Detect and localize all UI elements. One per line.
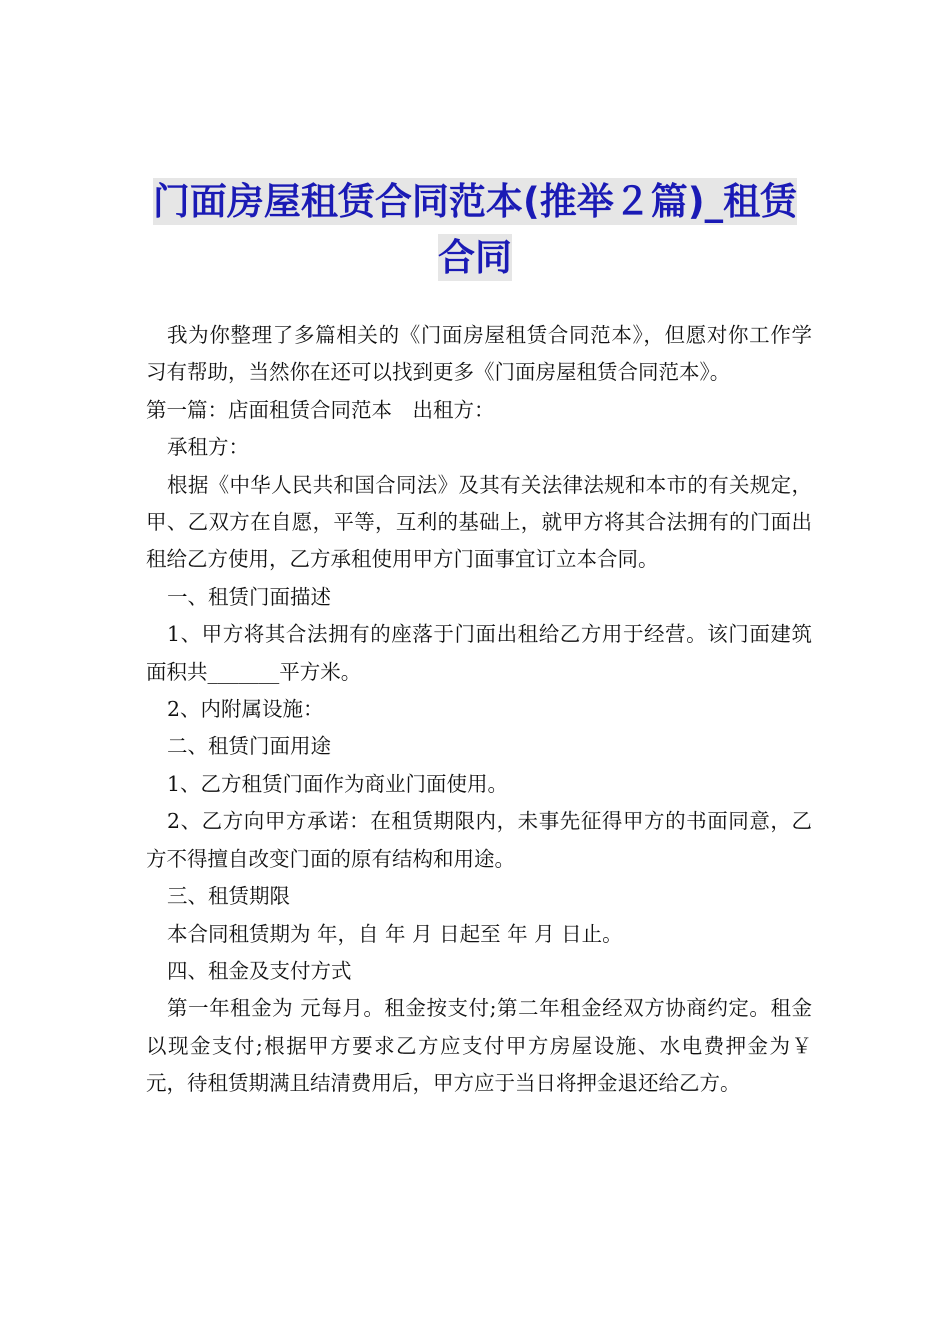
lessee-line: 承租方： <box>167 435 249 460</box>
clause-2-2: 2、乙方向甲方承诺：在租赁期限内，未事先征得甲方的书面同意，乙方不得擅自改变门面的原有结构和用途。 <box>146 809 812 871</box>
clause-3-1: 本合同租赁期为 年，自 年 月 日起至 年 月 日止。 <box>167 921 623 946</box>
clause-2-1: 1、乙方租赁门面作为商业门面使用。 <box>167 771 509 796</box>
chapter-heading: 第一篇：店面租赁合同范本 出租方： <box>146 397 495 422</box>
section-heading-1: 一、租赁门面描述 <box>167 584 331 609</box>
clause-4-1: 第一年租金为 元每月。租金按支付;第二年租金经双方协商约定。租金以现金支付;根据甲方要求乙方应支付甲方房屋设施、水电费押金为￥ 元，待租赁期满且结清费用后，甲方应于当日将押金退还给乙方。 <box>146 996 819 1096</box>
document-body <box>146 317 819 1103</box>
intro-paragraph: 我为你整理了多篇相关的《门面房屋租赁合同范本》，但愿对你工作学习有帮助，当然你在还可以找到更多《门面房屋租赁合同范本》。 <box>146 323 812 385</box>
clause-1-1: 1、甲方将其合法拥有的座落于门面出租给乙方用于经营。该门面建筑面积共_______平方米。 <box>146 622 812 684</box>
clause-1-2: 2、内附属设施： <box>167 697 324 722</box>
section-heading-2: 二、租赁门面用途 <box>167 734 331 759</box>
section-heading-3: 三、租赁期限 <box>167 884 290 909</box>
section-heading-4: 四、租金及支付方式 <box>167 958 352 983</box>
document-title-text: 门面房屋租赁合同范本(推举２篇)_租赁合同 <box>152 180 798 279</box>
document-title <box>140 174 810 286</box>
preamble-paragraph: 根据《中华人民共和国合同法》及其有关法律法规和本市的有关规定，甲、乙双方在自愿，平等，互利的基础上，就甲方将其合法拥有的门面出租给乙方使用，乙方承租使用甲方门面事宜订立本合同。 <box>146 472 812 572</box>
